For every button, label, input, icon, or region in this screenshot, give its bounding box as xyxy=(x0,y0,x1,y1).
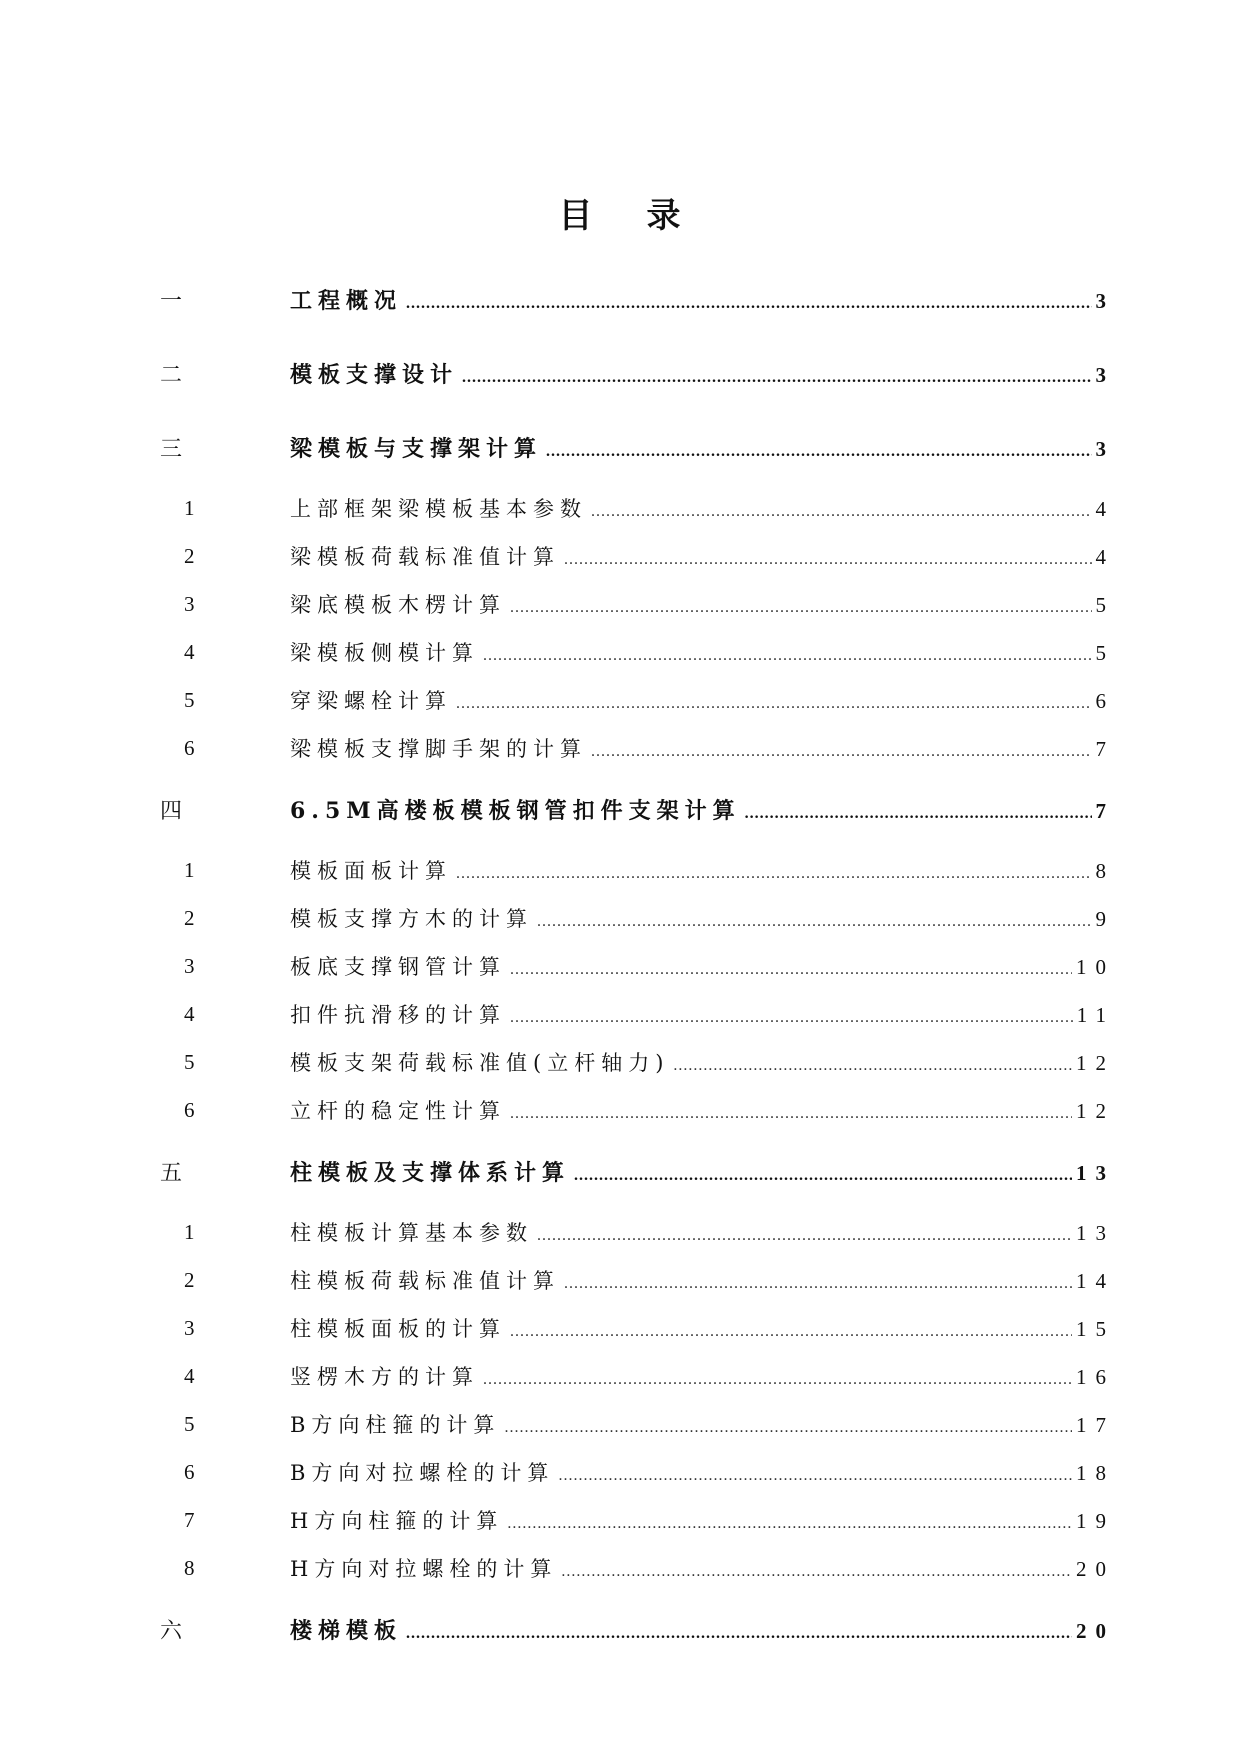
toc-entry-body xyxy=(290,432,1115,463)
toc-entry-number: 二 xyxy=(160,362,183,388)
toc-entry-page-number: 4 xyxy=(1095,497,1115,521)
toc-entry-number: 一 xyxy=(160,288,183,314)
toc-dot-leader xyxy=(406,1625,1072,1643)
toc-entry-label: 模板支撑方木的计算 xyxy=(290,907,533,931)
toc-entry[interactable] xyxy=(160,580,1115,628)
toc-entry-label: 梁底模板木楞计算 xyxy=(290,593,506,617)
toc-entry-page-number: 6 xyxy=(1095,689,1115,713)
toc-entry-label: 模板面板计算 xyxy=(290,859,452,883)
toc-entry-body xyxy=(290,541,1115,571)
toc-entry-body xyxy=(290,1553,1115,1583)
toc-entry-body xyxy=(290,1156,1115,1187)
toc-entry-number: 三 xyxy=(160,436,183,462)
toc-entry-body xyxy=(290,1505,1115,1535)
toc-entry[interactable] xyxy=(160,724,1115,772)
toc-entry-page-number: 17 xyxy=(1076,1413,1115,1437)
toc-entry-number: 六 xyxy=(160,1618,183,1644)
toc-entry-number: 7 xyxy=(184,1507,195,1532)
toc-entry-label: 模板支撑设计 xyxy=(290,361,459,388)
toc-entry-label: 柱模板面板的计算 xyxy=(290,1317,506,1341)
toc-entry-page-number: 9 xyxy=(1095,907,1115,931)
toc-entry-body xyxy=(290,794,1115,825)
toc-entry-number: 3 xyxy=(184,953,195,978)
toc-entry-page-number: 3 xyxy=(1095,288,1115,313)
toc-entry-number: 4 xyxy=(184,1363,195,1388)
toc-entry-number: 4 xyxy=(184,639,195,664)
toc-entry[interactable] xyxy=(160,894,1115,942)
toc-entry[interactable] xyxy=(160,532,1115,580)
toc-entry-label: 6.5M高楼板模板钢管扣件支架计算 xyxy=(290,797,741,824)
toc-entry-body xyxy=(290,1614,1115,1645)
toc-entry-number: 6 xyxy=(184,735,195,760)
toc-dot-leader xyxy=(406,295,1091,313)
toc-entry-label: H方向柱箍的计算 xyxy=(290,1509,504,1533)
toc-entry-page-number: 5 xyxy=(1095,641,1115,665)
toc-entry-body xyxy=(290,358,1115,389)
toc-entry-number: 1 xyxy=(184,857,195,882)
toc-dot-leader xyxy=(507,1515,1072,1533)
toc-entry-label: B方向对拉螺栓的计算 xyxy=(290,1461,555,1485)
toc-entry-label: 梁模板与支撑架计算 xyxy=(290,435,543,462)
toc-entry-label: 模板支架荷载标准值(立杆轴力) xyxy=(290,1051,670,1075)
toc-entry-body xyxy=(290,903,1115,933)
toc-entry-label: 梁模板支撑脚手架的计算 xyxy=(290,737,587,761)
toc-dot-leader xyxy=(561,1563,1072,1581)
toc-entry-label: 上部框架梁模板基本参数 xyxy=(290,497,587,521)
toc-entry[interactable] xyxy=(160,1448,1115,1496)
toc-entry-label: 板底支撑钢管计算 xyxy=(290,955,506,979)
toc-entry-label: 柱模板及支撑体系计算 xyxy=(290,1159,571,1186)
toc-entry-label: B方向柱箍的计算 xyxy=(290,1413,501,1437)
toc-entry-number: 6 xyxy=(184,1459,195,1484)
toc-dot-leader xyxy=(564,1275,1072,1293)
toc-dot-leader xyxy=(462,369,1091,387)
toc-entry[interactable] xyxy=(160,1038,1115,1086)
toc-dot-leader xyxy=(558,1467,1072,1485)
toc-entry-label: 柱模板计算基本参数 xyxy=(290,1221,533,1245)
toc-entry-body xyxy=(290,1457,1115,1487)
toc-entry-page-number: 12 xyxy=(1076,1051,1115,1075)
toc-entry[interactable] xyxy=(160,846,1115,894)
toc-entry-page-number: 7 xyxy=(1095,798,1115,823)
toc-entry[interactable] xyxy=(160,1496,1115,1544)
toc-entry-page-number: 4 xyxy=(1095,545,1115,569)
toc-entry[interactable] xyxy=(160,676,1115,724)
toc-dot-leader xyxy=(510,1009,1073,1027)
toc-dot-leader xyxy=(673,1057,1072,1075)
toc-entry-body xyxy=(290,1095,1115,1125)
toc-entry-body xyxy=(290,685,1115,715)
toc-entry[interactable] xyxy=(160,942,1115,990)
toc-entry-body xyxy=(290,733,1115,763)
toc-entry[interactable] xyxy=(160,628,1115,676)
toc-dot-leader xyxy=(510,1323,1072,1341)
toc-dot-leader xyxy=(574,1167,1072,1185)
toc-entry-number: 2 xyxy=(184,543,195,568)
toc-entry-body xyxy=(290,855,1115,885)
toc-entry-body xyxy=(290,284,1115,315)
toc-entry-page-number: 3 xyxy=(1095,436,1115,461)
toc-entry[interactable] xyxy=(160,1352,1115,1400)
toc-entry-body xyxy=(290,999,1115,1029)
toc-entry-body xyxy=(290,1047,1115,1077)
toc-entry-label: 立杆的稳定性计算 xyxy=(290,1099,506,1123)
toc-entry-page-number: 10 xyxy=(1076,955,1115,979)
toc-entry-label: 梁模板荷载标准值计算 xyxy=(290,545,560,569)
toc-entry-page-number: 12 xyxy=(1076,1099,1115,1123)
toc-entry-page-number: 15 xyxy=(1076,1317,1115,1341)
toc-title-char-2: 录 xyxy=(646,196,683,236)
toc-entry-page-number: 16 xyxy=(1076,1365,1115,1389)
toc-entry-number: 3 xyxy=(184,1315,195,1340)
toc-dot-leader xyxy=(591,743,1092,761)
toc-entry[interactable] xyxy=(160,262,1115,336)
toc-entry-body xyxy=(290,1409,1115,1439)
toc-entry-label: 工程概况 xyxy=(290,287,403,314)
toc-entry-page-number: 14 xyxy=(1076,1269,1115,1293)
toc-entry-body xyxy=(290,951,1115,981)
toc-dot-leader xyxy=(510,961,1072,979)
toc-entry[interactable] xyxy=(160,484,1115,532)
toc-entry-page-number: 11 xyxy=(1076,1003,1115,1027)
toc-entry[interactable] xyxy=(160,772,1115,846)
toc-entry-body xyxy=(290,493,1115,523)
toc-dot-leader xyxy=(546,443,1091,461)
toc-entry-body xyxy=(290,637,1115,667)
toc-entry[interactable] xyxy=(160,1256,1115,1304)
toc-entry-page-number: 13 xyxy=(1076,1221,1115,1245)
toc-title-char-1: 目 xyxy=(558,196,595,236)
toc-entry-label: 柱模板荷载标准值计算 xyxy=(290,1269,560,1293)
toc-dot-leader xyxy=(591,503,1092,521)
toc-entry-page-number: 18 xyxy=(1076,1461,1115,1485)
toc-entry[interactable] xyxy=(160,1544,1115,1592)
toc-dot-leader xyxy=(483,647,1092,665)
toc-entry[interactable] xyxy=(160,1304,1115,1352)
toc-dot-leader xyxy=(483,1371,1072,1389)
toc-entry-number: 4 xyxy=(184,1001,195,1026)
toc-entry-body xyxy=(290,1361,1115,1391)
toc-entry-label: 楼梯模板 xyxy=(290,1617,403,1644)
toc-entry-number: 5 xyxy=(184,1049,195,1074)
toc-entry-number: 5 xyxy=(184,687,195,712)
toc-entry[interactable] xyxy=(160,336,1115,410)
toc-dot-leader xyxy=(745,805,1092,823)
toc-entry-page-number: 8 xyxy=(1095,859,1115,883)
toc-entry-number: 8 xyxy=(184,1555,195,1580)
toc-entry-number: 6 xyxy=(184,1097,195,1122)
toc-dot-leader xyxy=(564,551,1092,569)
toc-entry-body xyxy=(290,1265,1115,1295)
toc-dot-leader xyxy=(537,913,1092,931)
toc-entry-page-number: 20 xyxy=(1076,1618,1115,1643)
toc-entry[interactable] xyxy=(160,1400,1115,1448)
toc-list xyxy=(160,262,1115,1666)
toc-entry-body xyxy=(290,1217,1115,1247)
toc-entry[interactable] xyxy=(160,1208,1115,1256)
toc-dot-leader xyxy=(456,695,1092,713)
toc-entry-label: 扣件抗滑移的计算 xyxy=(290,1003,506,1027)
toc-entry-label: H方向对拉螺栓的计算 xyxy=(290,1557,558,1581)
toc-entry-body xyxy=(290,1313,1115,1343)
toc-entry-page-number: 3 xyxy=(1095,362,1115,387)
toc-entry-number: 5 xyxy=(184,1411,195,1436)
toc-entry-number: 1 xyxy=(184,1219,195,1244)
toc-dot-leader xyxy=(537,1227,1072,1245)
toc-entry-number: 3 xyxy=(184,591,195,616)
toc-entry-body xyxy=(290,589,1115,619)
toc-entry-number: 五 xyxy=(160,1160,183,1186)
toc-dot-leader xyxy=(456,865,1092,883)
toc-entry-page-number: 5 xyxy=(1095,593,1115,617)
toc-entry[interactable] xyxy=(160,410,1115,484)
toc-dot-leader xyxy=(510,599,1092,617)
toc-entry-label: 梁模板侧模计算 xyxy=(290,641,479,665)
toc-dot-leader xyxy=(510,1105,1072,1123)
toc-entry-number: 1 xyxy=(184,495,195,520)
toc-entry-page-number: 19 xyxy=(1076,1509,1115,1533)
toc-entry-page-number: 7 xyxy=(1095,737,1115,761)
toc-entry-label: 竖楞木方的计算 xyxy=(290,1365,479,1389)
toc-entry[interactable] xyxy=(160,1086,1115,1134)
toc-entry[interactable] xyxy=(160,1134,1115,1208)
toc-dot-leader xyxy=(504,1419,1072,1437)
toc-entry-page-number: 13 xyxy=(1076,1160,1115,1185)
toc-title xyxy=(0,188,1241,237)
toc-entry-number: 2 xyxy=(184,905,195,930)
toc-entry-label: 穿梁螺栓计算 xyxy=(290,689,452,713)
toc-entry[interactable] xyxy=(160,990,1115,1038)
toc-entry-number: 2 xyxy=(184,1267,195,1292)
toc-entry-page-number: 20 xyxy=(1076,1557,1115,1581)
toc-entry[interactable] xyxy=(160,1592,1115,1666)
toc-entry-number: 四 xyxy=(160,798,183,824)
